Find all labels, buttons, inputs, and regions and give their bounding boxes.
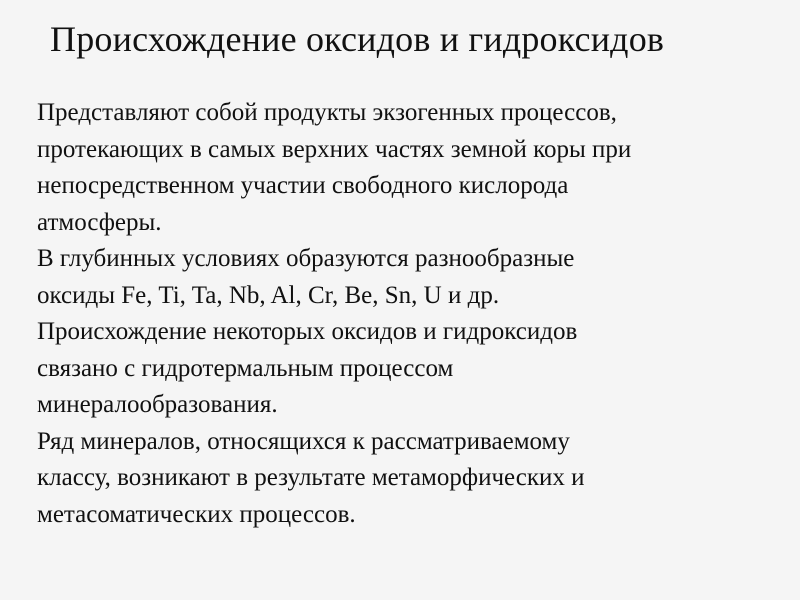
body-line: классу, возникают в результате метаморфических и xyxy=(37,464,585,491)
body-line: метасоматических процессов. xyxy=(37,500,356,528)
body-line: минералообразования. xyxy=(37,391,278,418)
body-line: В глубинных условиях образуются разнообразные xyxy=(37,245,575,272)
slide-title: Происхождение оксидов и гидроксидов xyxy=(50,19,665,59)
body-line: протекающих в самых верхних частях земной коры при xyxy=(37,135,632,163)
body-line: оксиды Fe, Ti, Ta, Nb, Al, Cr, Be, Sn, U и др. xyxy=(37,281,500,309)
body-line: Ряд минералов, относящихся к рассматриваемому xyxy=(37,427,570,455)
body-line: Происхождение некоторых оксидов и гидроксидов xyxy=(37,318,578,345)
body-line: атмосферы. xyxy=(37,208,162,236)
body-line: Представляют собой продукты экзогенных процессов, xyxy=(37,99,617,126)
body-line: связано с гидротермальным процессом xyxy=(37,354,454,382)
slide-body xyxy=(37,95,787,533)
body-line: непосредственном участии свободного кислорода xyxy=(37,172,569,199)
